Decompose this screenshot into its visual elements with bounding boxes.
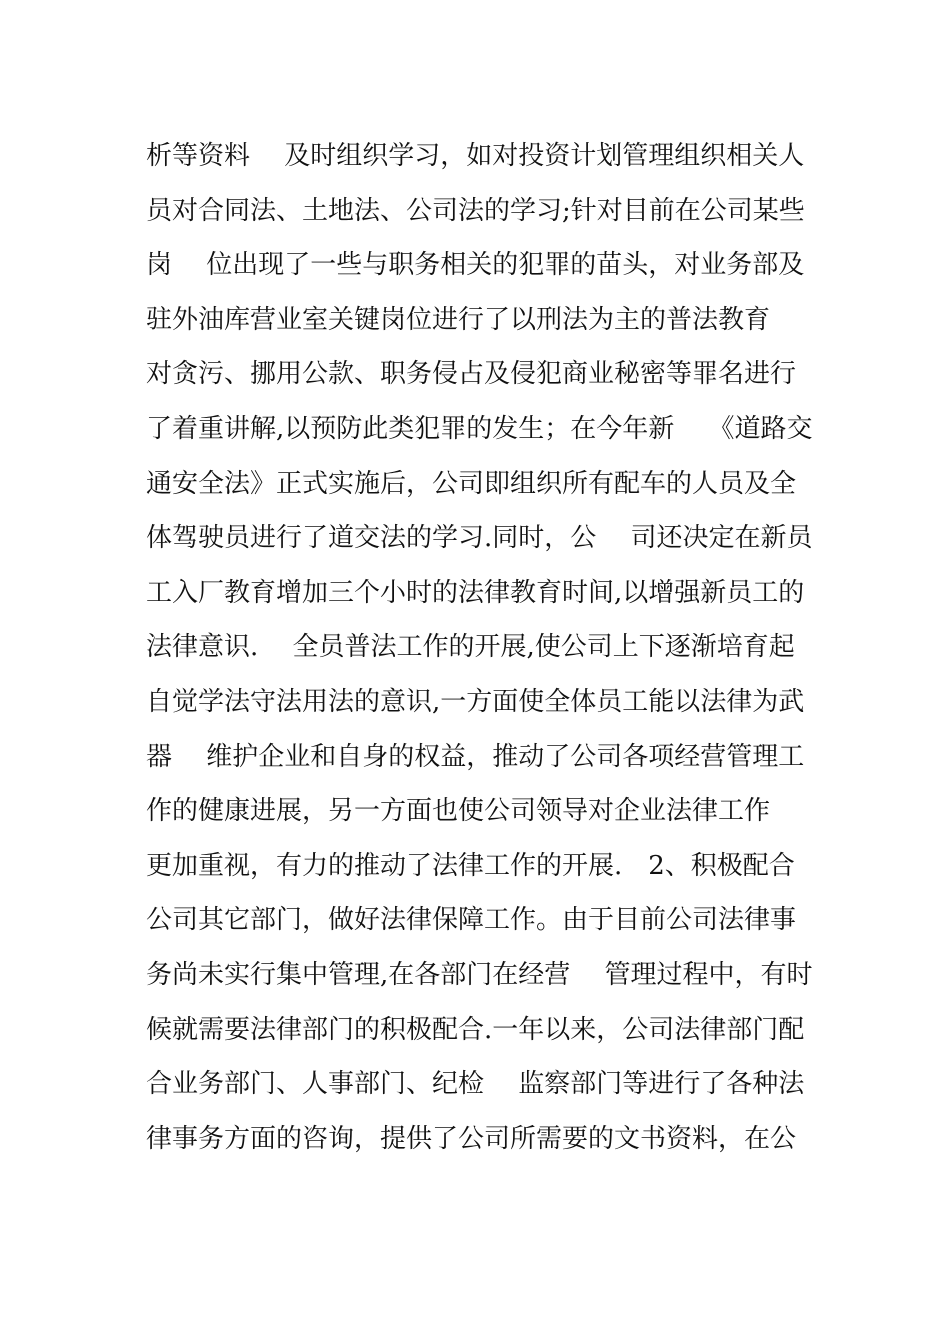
text-line: 公司其它部门，做好法律保障工作。由于目前公司法律事 <box>146 905 797 936</box>
text-line: 更加重视，有力的推动了法律工作的开展. 2、积极配合 <box>146 850 795 881</box>
text-line: 法律意识. 全员普法工作的开展,使公司上下逐渐培育起 <box>146 632 795 663</box>
text-line: 对贪污、挪用公款、职务侵占及侵犯商业秘密等罪名进行 <box>146 359 797 390</box>
text-line: 通安全法》正式实施后，公司即组织所有配车的人员及全 <box>146 468 797 499</box>
text-line: 律事务方面的咨询，提供了公司所需要的文书资料，在公 <box>146 1123 797 1154</box>
text-line: 驻外油库营业室关键岗位进行了以刑法为主的普法教育 <box>146 304 771 335</box>
text-line: 合业务部门、人事部门、纪检 监察部门等进行了各种法 <box>146 1069 805 1100</box>
text-line: 候就需要法律部门的积极配合.一年以来，公司法律部门配 <box>146 1014 805 1045</box>
text-line: 务尚未实行集中管理,在各部门在经营 管理过程中，有时 <box>146 959 813 990</box>
text-line: 器 维护企业和自身的权益，推动了公司各项经营管理工 <box>146 741 805 772</box>
body-text <box>146 129 826 1166</box>
text-line: 了着重讲解,以预防此类犯罪的发生；在今年新 《道路交 <box>146 413 813 444</box>
text-line: 自觉学法守法用法的意识,一方面使全体员工能以法律为武 <box>146 686 805 717</box>
text-line: 工入厂教育增加三个小时的法律教育时间,以增强新员工的 <box>146 577 805 608</box>
text-line: 体驾驶员进行了道交法的学习.同时，公 司还决定在新员 <box>146 523 813 554</box>
text-line: 析等资料 及时组织学习，如对投资计划管理组织相关人 <box>146 141 805 171</box>
text-line: 作的健康进展，另一方面也使公司领导对企业法律工作 <box>146 796 771 827</box>
text-line: 岗 位出现了一些与职务相关的犯罪的苗头，对业务部及 <box>146 250 805 281</box>
text-line: 员对合同法、土地法、公司法的学习;针对目前在公司某些 <box>146 195 805 226</box>
